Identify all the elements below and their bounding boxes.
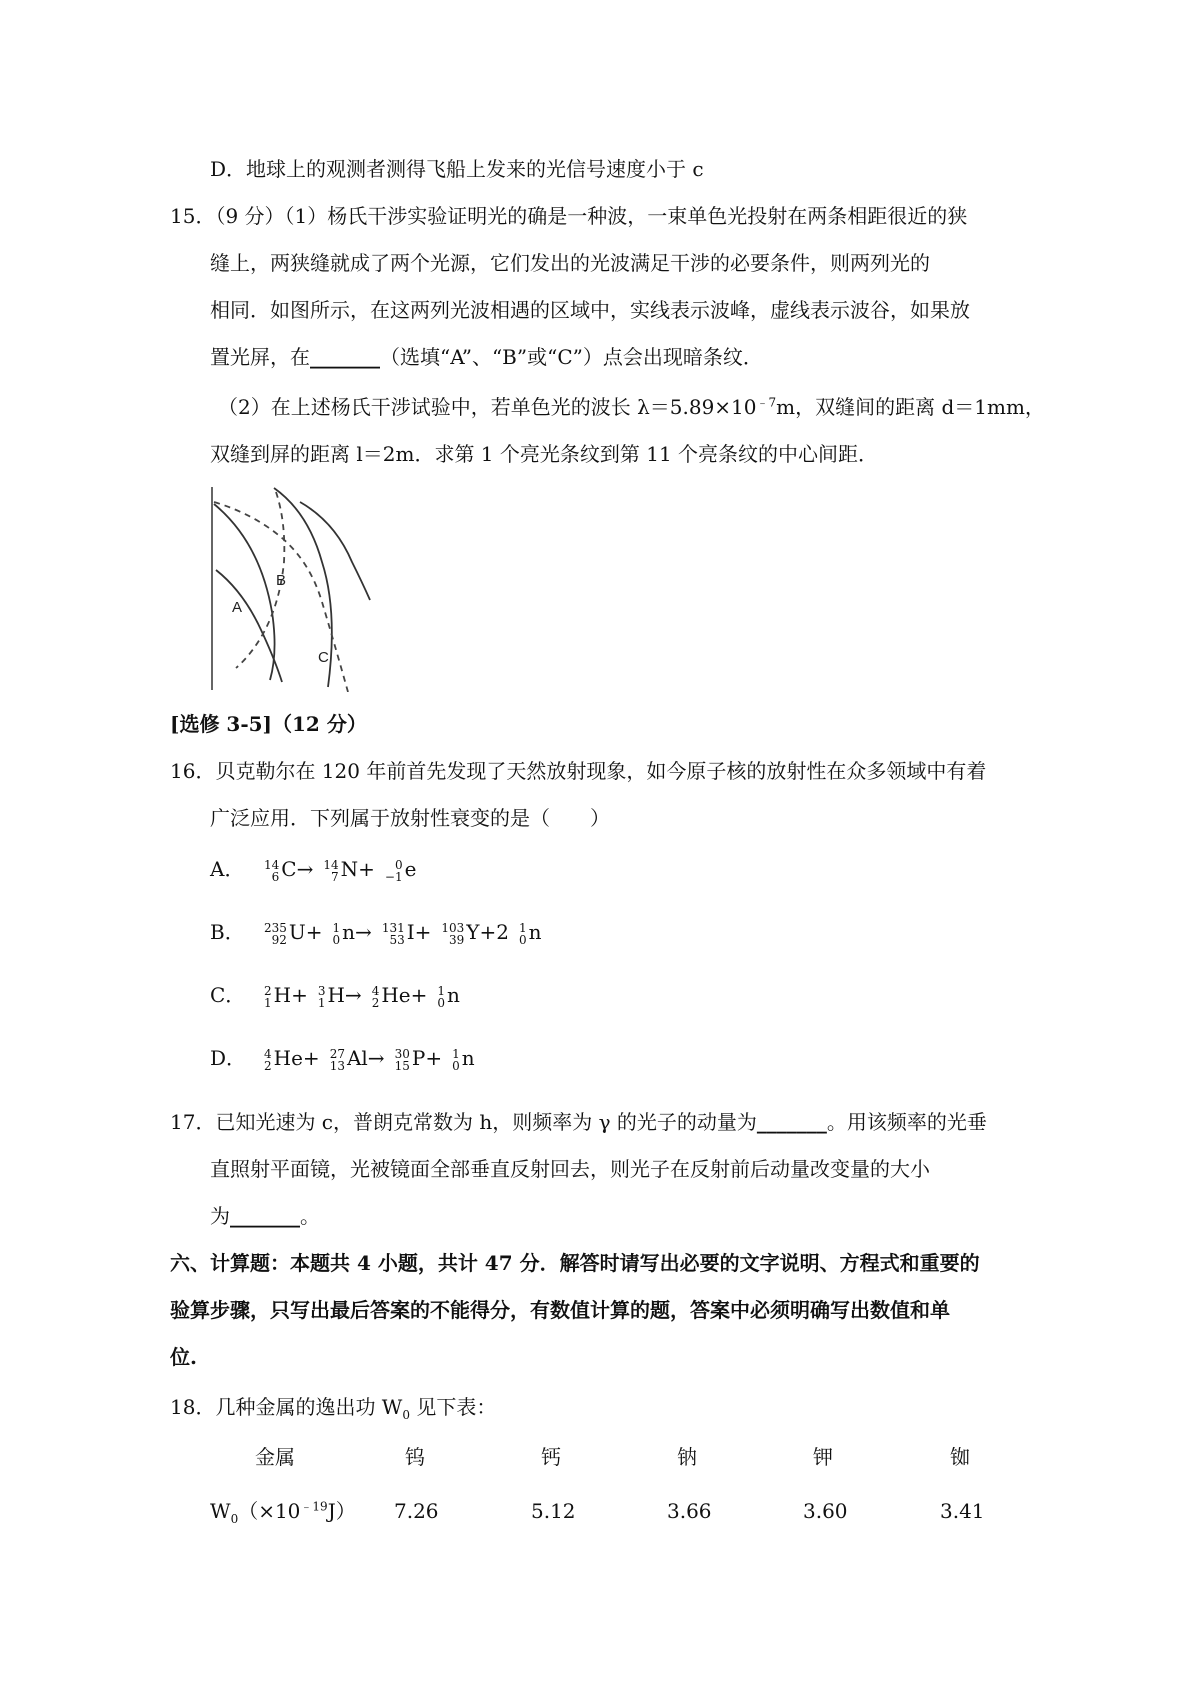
q16-line-1: 16．贝克勒尔在 120 年前首先发现了天然放射现象，如今原子核的放射性在众多领域中有着 (170, 759, 987, 783)
mass-number: 14 (323, 857, 339, 872)
nuclide-indices (452, 1048, 460, 1072)
section6-line-1: 六、计算题：本题共 4 小题，共计 47 分．解答时请写出必要的文字说明、方程式和重要的 (170, 1251, 980, 1275)
q16-option-a (210, 855, 416, 883)
charge-number: 0 (437, 995, 446, 1010)
mass-number: 3 (317, 983, 326, 998)
row-label-a: W (210, 1499, 231, 1523)
charge-number: −1 (384, 869, 403, 884)
charge-number: 1 (264, 995, 272, 1010)
nuclide-symbol: n→ (342, 920, 372, 944)
q16-option-label: B． (210, 920, 245, 944)
nuclide-symbol: I+ (406, 920, 432, 944)
q16-option-label: D． (210, 1046, 247, 1070)
nuclide-indices (385, 859, 403, 883)
mass-number: 1 (437, 983, 446, 998)
table-metal-3: 钾 (813, 1445, 833, 1469)
q17-blank-2: _______ (230, 1204, 300, 1228)
q15-line-5-text-a: （2）在上述杨氏干涉试验中，若单色光的波长 λ＝5.89×10 (218, 395, 757, 419)
charge-number: 7 (330, 869, 339, 884)
mass-number: 27 (329, 1046, 345, 1061)
nuclide-indices (437, 985, 445, 1009)
mass-number: 1 (518, 920, 527, 935)
nuclide-symbol: n (447, 983, 460, 1007)
mass-number: 14 (264, 857, 280, 872)
charge-number: 39 (449, 932, 465, 947)
nuclide-symbol: U+ (288, 920, 323, 944)
nuclide-indices (382, 922, 405, 946)
nuclide-term (385, 855, 417, 883)
table-row-label (210, 1497, 356, 1525)
q16-option-d (210, 1044, 475, 1072)
q15-answer-blank: _______ (310, 345, 380, 369)
q16-option-b (210, 918, 542, 946)
charge-number: 6 (271, 869, 280, 884)
q18-text-b: 见下表： (410, 1395, 497, 1419)
nuclide-symbol: C→ (281, 857, 314, 881)
mass-number: 0 (394, 857, 403, 872)
q17-line-2: 直照射平面镜，光被镜面全部垂直反射回去，则光子在反射前后动量改变量的大小 (210, 1157, 930, 1181)
nuclide-term (318, 981, 362, 1009)
mass-number: 235 (264, 920, 287, 935)
nuclide-indices (333, 922, 341, 946)
charge-number: 0 (452, 1058, 460, 1073)
table-metal-2: 钠 (677, 1445, 697, 1469)
mass-number: 1 (452, 1046, 460, 1061)
figure-point-c: C (318, 649, 329, 666)
figure-point-b: B (276, 572, 287, 589)
nuclide-term (264, 855, 313, 883)
q17-line-3-text-a: 为 (210, 1204, 230, 1228)
nuclide-symbol: H→ (327, 983, 362, 1007)
nuclide-symbol: P+ (411, 1046, 443, 1070)
charge-number: 0 (518, 932, 527, 947)
mass-number: 1 (332, 920, 341, 935)
q17-line-3 (210, 1202, 320, 1230)
q17-line-1 (170, 1108, 987, 1136)
nuclide-symbol: He+ (273, 1046, 320, 1070)
nuclide-term (330, 1044, 385, 1072)
nuclide-term (395, 1044, 443, 1072)
mass-number: 131 (381, 920, 405, 935)
table-header-label: 金属 (255, 1445, 295, 1469)
nuclide-term (264, 981, 308, 1009)
nuclide-term (372, 981, 428, 1009)
mass-number: 4 (371, 983, 380, 998)
row-label-exp: ﹣19 (300, 1499, 328, 1514)
q15-line-2: 缝上，两狭缝就成了两个光源，它们发出的光波满足干涉的必要条件，则两列光的 (210, 251, 930, 275)
q17-line-1-text-a: 17．已知光速为 c，普朗克常数为 h，则频率为 γ 的光子的动量为 (170, 1110, 757, 1134)
nuclide-term (452, 1044, 475, 1072)
nuclide-symbol: Al→ (346, 1046, 385, 1070)
section6-line-2: 验算步骤，只写出最后答案的不能得分，有数值计算的题，答案中必须明确写出数值和单 (170, 1298, 950, 1322)
nuclide-symbol: e (404, 857, 417, 881)
crest-arc-3 (300, 502, 370, 600)
charge-number: 53 (389, 932, 405, 947)
nuclide-term (323, 855, 375, 883)
q17-line-1-text-b: 。用该频率的光垂 (826, 1110, 987, 1134)
q16-option-label: C． (210, 983, 246, 1007)
section6-line-3: 位. (170, 1345, 197, 1369)
table-value-4: 3.41 (940, 1499, 985, 1523)
nuclide-indices (318, 985, 326, 1009)
interference-figure (200, 482, 390, 692)
q14-option-d: D．地球上的观测者测得飞船上发来的光信号速度小于 c (210, 157, 704, 181)
row-label-b: （×10 (238, 1499, 301, 1523)
charge-number: 0 (332, 932, 341, 947)
q18-text-a: 18．几种金属的逸出功 W (170, 1395, 403, 1419)
mass-number: 2 (264, 983, 272, 998)
charge-number: 1 (317, 995, 326, 1010)
row-label-sub: 0 (230, 1512, 239, 1526)
nuclide-term (264, 918, 323, 946)
q15-line-5-text-b: m，双缝间的距离 d＝1mm， (776, 395, 1045, 419)
nuclide-indices (323, 859, 338, 883)
nuclide-term (437, 981, 460, 1009)
table-metal-0: 钨 (405, 1445, 425, 1469)
q15-line-4-text-a: 置光屏，在 (210, 345, 310, 369)
table-value-1: 5.12 (531, 1499, 576, 1523)
q16-option-label: A． (210, 857, 245, 881)
crest-arc-1 (214, 504, 275, 680)
q15-line-4-text-b: （选填“A”、“B”或“C”）点会出现暗条纹． (380, 345, 763, 369)
q16-option-c (210, 981, 460, 1009)
nuclide-indices (264, 1048, 272, 1072)
nuclide-symbol: N+ (340, 857, 375, 881)
charge-number: 92 (271, 932, 287, 947)
q15-line-6: 双缝到屏的距离 l＝2m．求第 1 个亮光条纹到第 11 个亮条纹的中心间距． (210, 442, 879, 466)
table-value-2: 3.66 (667, 1499, 712, 1523)
table-value-0: 7.26 (394, 1499, 439, 1523)
table-metal-1: 钙 (541, 1445, 561, 1469)
mass-number: 103 (441, 920, 465, 935)
q15-line-1: 15．（9 分）（1）杨氏干涉实验证明光的确是一种波，一束单色光投射在两条相距很近的狭 (170, 204, 968, 228)
q15-line-3: 相同．如图所示，在这两列光波相遇的区域中，实线表示波峰，虚线表示波谷，如果放 (210, 298, 970, 322)
figure-point-a: A (232, 599, 243, 616)
nuclide-term (382, 918, 432, 946)
mass-number: 30 (394, 1046, 410, 1061)
charge-number: 2 (371, 995, 380, 1010)
mass-number: 4 (264, 1046, 272, 1061)
q17-line-3-text-b: 。 (300, 1204, 320, 1228)
q17-blank-1: _______ (756, 1110, 827, 1134)
q16-line-2: 广泛应用．下列属于放射性衰变的是（ ） (210, 806, 610, 830)
nuclide-symbol: He+ (381, 983, 428, 1007)
nuclide-indices (264, 922, 287, 946)
charge-number: 13 (329, 1058, 345, 1073)
table-value-3: 3.60 (803, 1499, 848, 1523)
nuclide-symbol: H+ (273, 983, 308, 1007)
nuclide-term (333, 918, 372, 946)
nuclide-symbol: n (461, 1046, 475, 1070)
table-metal-4: 铷 (950, 1445, 970, 1469)
q18-sub: 0 (402, 1408, 411, 1422)
charge-number: 2 (264, 1058, 272, 1073)
nuclide-indices (519, 922, 527, 946)
nuclide-indices (395, 1048, 410, 1072)
charge-number: 15 (394, 1058, 410, 1073)
nuclide-indices (330, 1048, 345, 1072)
nuclide-symbol: n (528, 920, 542, 944)
row-label-c: J） (327, 1499, 356, 1523)
nuclide-term (441, 918, 509, 946)
section-title-3-5: [选修 3-5]（12 分） (170, 712, 367, 736)
nuclide-term (519, 918, 542, 946)
q15-wavelength-exponent: ﹣7 (756, 395, 777, 410)
q15-line-4 (210, 343, 763, 371)
nuclide-symbol: Y+2 (466, 920, 509, 944)
nuclide-indices (264, 859, 279, 883)
nuclide-indices (372, 985, 380, 1009)
q15-line-5 (218, 393, 1045, 421)
q18-line-1 (170, 1393, 496, 1421)
nuclide-term (264, 1044, 320, 1072)
nuclide-indices (441, 922, 464, 946)
crest-arc-4 (216, 570, 282, 682)
nuclide-indices (264, 985, 272, 1009)
